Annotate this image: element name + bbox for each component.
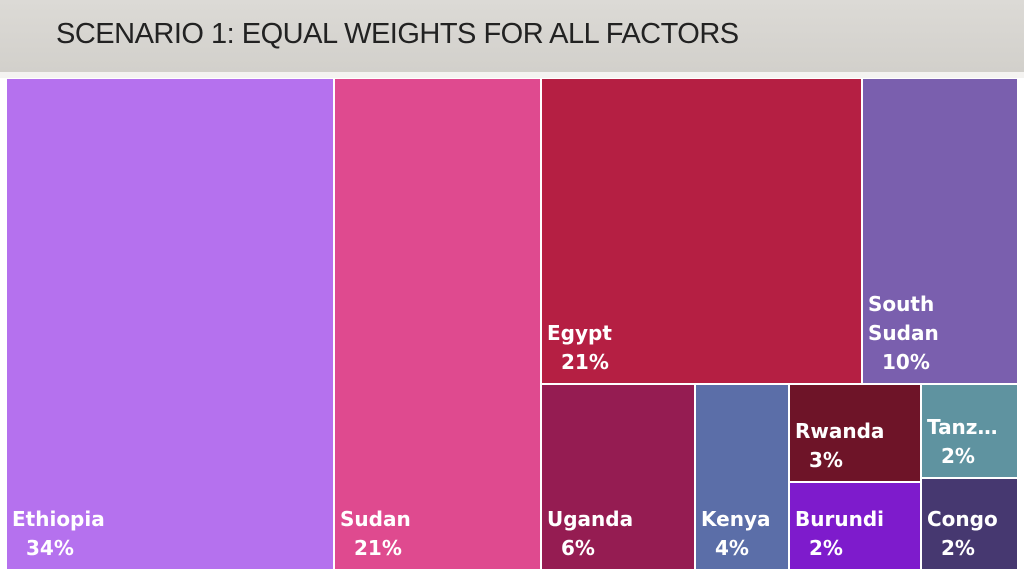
tile-label: [547, 505, 633, 563]
tile-value: 10%: [882, 350, 930, 374]
tile-label: [868, 290, 939, 377]
treemap-tile-tanz: [921, 384, 1018, 478]
treemap-tile-congo: [921, 478, 1018, 570]
tile-value: 2%: [809, 536, 843, 560]
treemap-tile-rwanda: [789, 384, 921, 482]
treemap-tile-egypt: [541, 78, 862, 384]
treemap-tile-burundi: [789, 482, 921, 570]
tile-label: [795, 417, 884, 475]
tile-value: 21%: [561, 350, 609, 374]
tile-value: 2%: [941, 444, 975, 468]
tile-name: Kenya: [701, 507, 771, 531]
tile-label: [795, 505, 884, 563]
tile-name: Uganda: [547, 507, 634, 531]
tile-name: Rwanda: [795, 419, 885, 443]
tile-value: 21%: [354, 536, 402, 560]
tile-value: 6%: [561, 536, 595, 560]
treemap-tile-uganda: [541, 384, 695, 570]
tile-value: 3%: [809, 448, 843, 472]
treemap-tile-south-sudan: [862, 78, 1018, 384]
tile-label: [547, 319, 612, 377]
treemap-chart: [6, 78, 1018, 570]
tile-name: South: [868, 292, 935, 316]
tile-value: 2%: [941, 536, 975, 560]
tile-name: Ethiopia: [12, 507, 105, 531]
tile-label: [12, 505, 105, 563]
tile-name: Congo: [927, 507, 998, 531]
tile-name: Egypt: [547, 321, 612, 345]
tile-value: 4%: [715, 536, 749, 560]
page-title: SCENARIO 1: EQUAL WEIGHTS FOR ALL FACTORS: [56, 18, 739, 50]
tile-label: [701, 505, 770, 563]
title-bar: [0, 0, 1024, 72]
tile-name: Sudan: [868, 321, 939, 345]
tile-name: Sudan: [340, 507, 411, 531]
tile-name: Burundi: [795, 507, 884, 531]
treemap-tile-sudan: [334, 78, 541, 570]
treemap-tile-ethiopia: [6, 78, 334, 570]
treemap-tile-kenya: [695, 384, 789, 570]
tile-label: [340, 505, 411, 563]
tile-label: [927, 505, 998, 563]
tile-label: [927, 413, 997, 471]
tile-value: 34%: [26, 536, 74, 560]
tile-name: Tanz…: [927, 415, 998, 439]
